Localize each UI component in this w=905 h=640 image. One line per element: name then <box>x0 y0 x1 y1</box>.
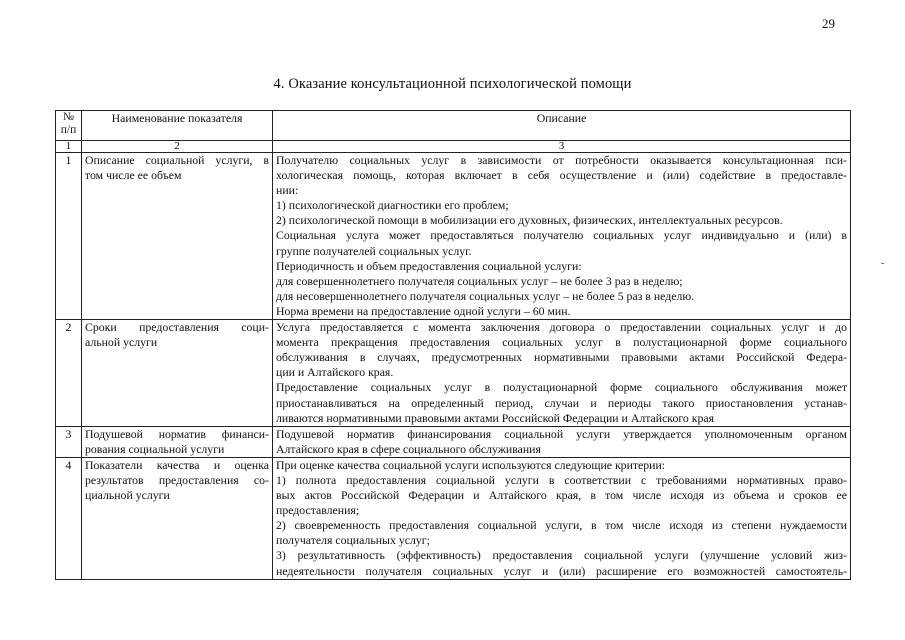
description-line: момента прекращения предоставления социальных услуг в полустационарной форме социального <box>276 335 847 350</box>
description-line: 1) полнота предоставления социальной услуги в соответствии с требованиями нормативных право- <box>276 472 847 487</box>
description-line: 2) психологической помощи в мобилизации его духовных, физических, интеллектуальных ресурсов. <box>276 213 783 228</box>
description-cell <box>273 457 851 579</box>
row-number: 4 <box>56 457 82 579</box>
description-line: предоставления; <box>276 503 360 518</box>
header-number-abbr: п/п <box>60 124 77 136</box>
description-line: вых актов Российской Федерации и Алтайского края, в том числе исходя из объема и сроков ее <box>276 488 847 503</box>
column-index: 1 <box>56 141 82 153</box>
row-number: 1 <box>56 153 82 320</box>
indicator-name-line: Сроки предоставления соци- <box>85 320 269 335</box>
description-line: 3) результативность (эффективность) предоставления социальной услуги (улучшение условий жиз- <box>276 548 847 563</box>
header-indicator-name: Наименование показателя <box>82 111 273 141</box>
description-line: 2) своевременность предоставления социальной услуги, в том числе исходя из степени нуждаемости <box>276 518 847 533</box>
table-row <box>56 426 851 457</box>
indicator-name-line: рования социальной услуги <box>85 441 225 456</box>
margin-mark: - <box>881 258 885 269</box>
description-line: Норма времени на предоставление одной услуги – 60 мин. <box>276 303 571 318</box>
indicator-name-cell <box>82 426 273 457</box>
description-line: хологическая помощь, которая включает в себя осуществление и (или) содействие в предоставле- <box>276 168 847 183</box>
indicator-name-cell <box>82 320 273 427</box>
services-table <box>55 110 851 580</box>
description-line: для несовершеннолетнего получателя социальных услуг – не более 5 раз в неделю. <box>276 288 695 303</box>
description-cell <box>273 153 851 320</box>
description-line: для совершеннолетнего получателя социальных услуг – не более 3 раз в неделю; <box>276 273 683 288</box>
column-index: 2 <box>82 141 273 153</box>
description-line: группе получателей социальных услуг. <box>276 243 472 258</box>
description-line: Подушевой норматив финансирования социальной услуги утверждается уполномоченным органом <box>276 426 847 441</box>
row-number: 3 <box>56 426 82 457</box>
header-number-sign: № <box>63 111 74 123</box>
description-line: недеятельности получателя социальных услуг и (или) расширение его возможностей самостоятель- <box>276 563 847 578</box>
header-number <box>56 111 82 141</box>
indicator-name-line: Описание социальной услуги, в <box>85 153 269 167</box>
description-line: обслуживания в случаях, предусмотренных нормативными правовыми актами Российской Федера- <box>276 350 847 365</box>
row-number: 2 <box>56 320 82 427</box>
document-title: 4. Оказание консультационной психологической помощи <box>273 76 632 92</box>
header-description: Описание <box>273 111 851 141</box>
table-row <box>56 153 851 320</box>
indicator-name-cell <box>82 153 273 320</box>
table-row <box>56 457 851 579</box>
column-index: 3 <box>273 141 851 153</box>
indicator-name-line: Подушевой норматив финанси- <box>85 426 269 441</box>
description-line: получателя социальных услуг; <box>276 533 430 548</box>
description-line: приостанавливаться на определенный период, случаи и периоды такого приостановления устанав- <box>276 395 847 410</box>
description-line: Предоставление социальных услуг в полустационарной форме социального обслуживания может <box>276 380 847 395</box>
indicator-name-cell <box>82 457 273 579</box>
indicator-name-line: альной услуги <box>85 335 158 350</box>
table-header-row <box>56 111 851 141</box>
description-line: ливаются нормативными правовыми актами Российской Федерации и Алтайского края <box>276 410 715 425</box>
description-cell <box>273 320 851 427</box>
indicator-name-line: результатов предоставления со- <box>85 472 269 487</box>
page-number: 29 <box>822 16 835 31</box>
indicator-name-line: циальной услуги <box>85 488 170 503</box>
indicator-name-line: Показатели качества и оценка <box>85 457 269 472</box>
description-line: ции и Алтайского края. <box>276 365 394 380</box>
indicator-name-line: том числе ее объем <box>85 168 182 183</box>
column-index-row <box>56 141 851 153</box>
description-line: При оценке качества социальной услуги используются следующие критерии: <box>276 457 666 472</box>
description-line: 1) психологической диагностики его проблем; <box>276 198 509 213</box>
description-line: Социальная услуга может предоставляться получателю социальных услуг индивидуально и (или) в <box>276 228 847 243</box>
description-line: Получателю социальных услуг в зависимости от потребности оказывается консультационная пси- <box>276 153 847 167</box>
description-line: нии: <box>276 183 299 198</box>
description-line: Услуга предоставляется с момента заключения договора о предоставлении социальных услуг и до <box>276 320 847 335</box>
description-line: Алтайского края в сфере социального обслуживания <box>276 441 541 456</box>
description-line: Периодичность и объем предоставления социальной услуги: <box>276 258 582 273</box>
table-row <box>56 320 851 427</box>
description-cell <box>273 426 851 457</box>
